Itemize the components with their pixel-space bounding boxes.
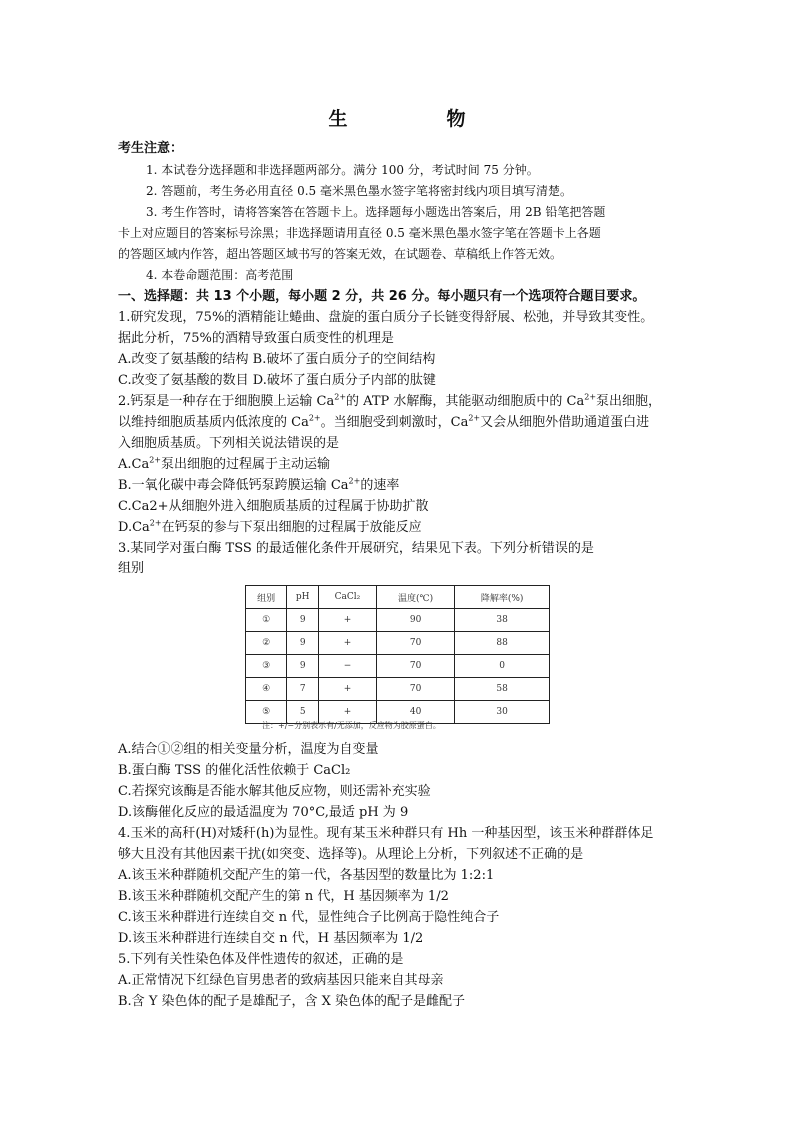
table-header-cell: 降解率(%) [455, 586, 550, 609]
q4-option-d: D.该玉米种群进行连续自交 n 代，H 基因频率为 1/2 [118, 931, 424, 946]
notice-item: 4. 本卷命题范围：高考范围 [146, 268, 294, 282]
table-cell: 70 [376, 632, 454, 655]
table-cell: 9 [287, 632, 319, 655]
table-cell: 70 [376, 655, 454, 678]
q1-stem: 1.研究发现，75%的酒精能让蜷曲、盘旋的蛋白质分子长链变得舒展、松弛，并导致其变性。 [118, 310, 654, 325]
table-cell: + [319, 609, 377, 632]
table-header-cell: 组别 [246, 586, 287, 609]
q5-stem: 5.下列有关性染色体及伴性遗传的叙述，正确的是 [118, 952, 404, 967]
table-cell: 7 [287, 678, 319, 701]
table-cell: 70 [376, 678, 454, 701]
q2-stem-end: 入细胞质基质。下列相关说法错误的是 [118, 436, 340, 451]
notice-heading: 考生注意： [118, 141, 184, 156]
q4-stem: 4.玉米的高秆(H)对矮秆(h)为显性。现有某玉米种群只有 Hh 一种基因型，该玉米种群群体足 [118, 826, 654, 841]
q2-option-d: $D.Ca^{2+}$在钙泵的参与下泵出细胞的过程属于放能反应 [118, 518, 422, 535]
q1-options-cd: C.改变了氨基酸的数目 D.破坏了蛋白质分子内部的肽键 [118, 373, 436, 388]
q4-option-a: A.该玉米种群随机交配产生的第一代，各基因型的数量比为 1:2:1 [118, 868, 495, 883]
notice-item: 2. 答题前，考生务必用直径 0.5 毫米黑色墨水签字笔将密封线内项目填写清楚。 [146, 184, 572, 198]
table-cell: 30 [455, 701, 550, 724]
q5-option-a: A.正常情况下红绿色盲男患者的致病基因只能来自其母亲 [118, 973, 444, 988]
q3-stem: 3.某同学对蛋白酶 TSS 的最适催化条件开展研究，结果见下表。下列分析错误的是 [118, 541, 594, 556]
table-cell: 40 [376, 701, 454, 724]
table-note: 注：+/−分别表示有/无添加，反应物为胶原蛋白。 [262, 721, 441, 730]
table-cell: ③ [246, 655, 287, 678]
table-cell: 90 [376, 609, 454, 632]
table-cell: ④ [246, 678, 287, 701]
table-cell: + [319, 678, 377, 701]
q4-option-b: B.该玉米种群随机交配产生的第 n 代，H 基因频率为 1/2 [118, 889, 449, 904]
notice-item: 卡上对应题目的答案标号涂黑；非选择题请用直径 0.5 毫米黑色墨水签字笔在答题卡上各题 [118, 226, 601, 240]
notice-item: 1. 本试卷分选择题和非选择题两部分。满分 100 分，考试时间 75 分钟。 [146, 163, 539, 177]
q2-option-a: $A.Ca^{2+}$泵出细胞的过程属于主动运输 [118, 455, 331, 472]
table-header-cell: pH [287, 586, 319, 609]
q2-stem-cont: 以维持细胞质基质内低浓度的 $Ca^{2+}$。当细胞受到刺激时，$Ca^{2+}$又会从细胞外借助通道蛋白进 [118, 413, 650, 430]
table-cell: 88 [455, 632, 550, 655]
table-cell: ① [246, 609, 287, 632]
table-cell: ② [246, 632, 287, 655]
table-cell: 9 [287, 609, 319, 632]
table-cell: 38 [455, 609, 550, 632]
q2-option-b: B.一氧化碳中毒会降低钙泵跨膜运输 $Ca^{2+}$的速率 [118, 476, 400, 493]
table-cell: ⑤ [246, 701, 287, 724]
notice-item: 的答题区域内作答，超出答题区域书写的答案无效，在试题卷、草稿纸上作答无效。 [118, 247, 563, 261]
q4-stem-cont: 够大且没有其他因素干扰(如突变、选择等)。从理论上分析，下列叙述不正确的是 [118, 847, 584, 862]
table-header-row [246, 586, 550, 609]
table-header-cell: 温度(℃) [376, 586, 454, 609]
q5-option-b: B.含 Y 染色体的配子是雄配子，含 X 染色体的配子是雌配子 [118, 994, 466, 1009]
q1-options-ab: A.改变了氨基酸的结构 B.破坏了蛋白质分子的空间结构 [118, 352, 436, 367]
q2-stem: 2.钙泵是一种存在于细胞膜上运输 $Ca^{2+}$的 ATP 水解酶，其能驱动细胞质中的 $Ca^{2+}$泵出细胞， [118, 392, 662, 409]
table-cell: − [319, 655, 377, 678]
q3-option-a: A.结合①②组的相关变量分析，温度为自变量 [118, 742, 379, 757]
page-title: 生 物 [328, 108, 506, 130]
q1-stem-cont: 据此分析，75%的酒精导致蛋白质变性的机理是 [118, 331, 394, 346]
q2-option-c: C.Ca2+从细胞外进入细胞质基质的过程属于协助扩散 [118, 499, 429, 514]
q3-option-d: D.该酶催化反应的最适温度为 70°C,最适 pH 为 9 [118, 805, 409, 820]
table-row [246, 609, 550, 632]
table-cell: + [319, 701, 377, 724]
section-heading: 一、选择题：共 13 个小题，每小题 2 分，共 26 分。每小题只有一个选项符合题目要求。 [118, 289, 646, 304]
table-cell: 9 [287, 655, 319, 678]
q3-data-table [245, 585, 550, 724]
table-row [246, 632, 550, 655]
q3-stray-label: 组别 [118, 561, 145, 576]
table-cell: 5 [287, 701, 319, 724]
table-header-cell: CaCl₂ [319, 586, 377, 609]
table-cell: 58 [455, 678, 550, 701]
q4-option-c: C.该玉米种群进行连续自交 n 代，显性纯合子比例高于隐性纯合子 [118, 910, 500, 925]
table-cell: + [319, 632, 377, 655]
table-cell: 0 [455, 655, 550, 678]
q3-option-c: C.若探究该酶是否能水解其他反应物，则还需补充实验 [118, 784, 431, 799]
notice-item: 3. 考生作答时，请将答案答在答题卡上。选择题每小题选出答案后，用 2B 铅笔把答题 [146, 205, 606, 219]
table-row [246, 655, 550, 678]
table-row [246, 678, 550, 701]
q3-option-b: B.蛋白酶 TSS 的催化活性依赖于 CaCl₂ [118, 763, 351, 778]
